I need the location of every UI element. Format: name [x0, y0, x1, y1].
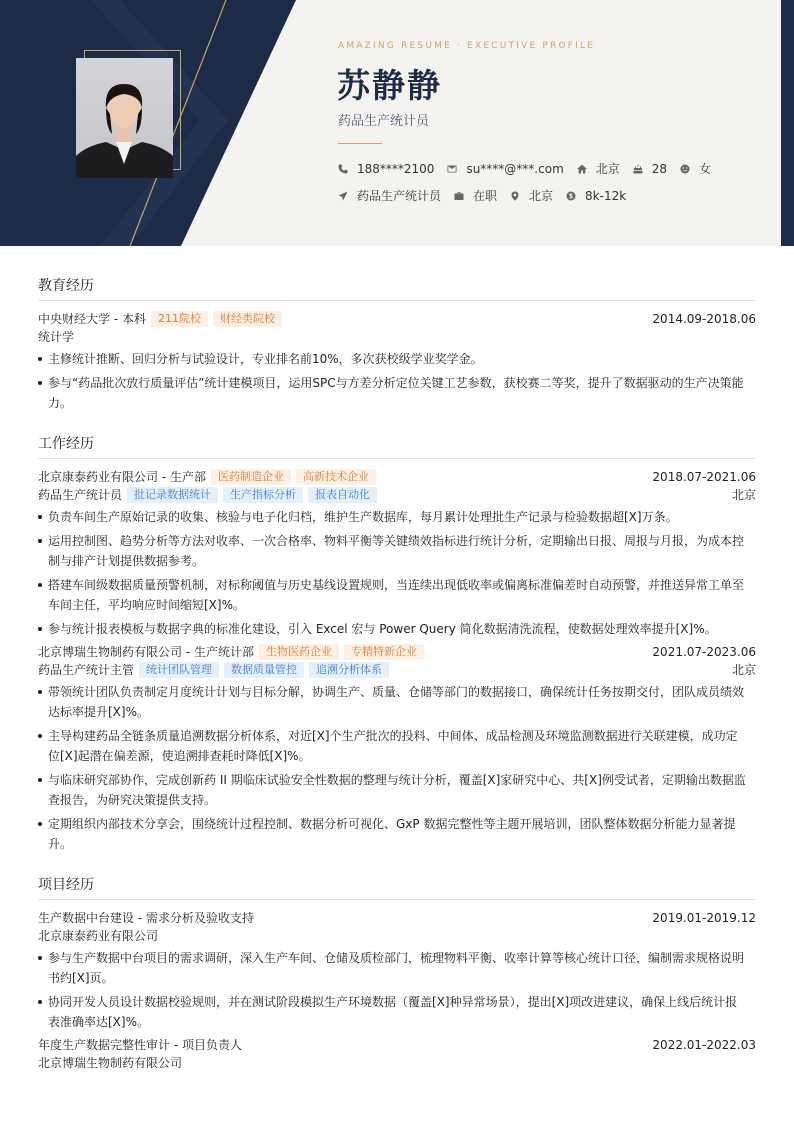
- projects-section: [38, 874, 756, 1072]
- education-bullets: [38, 349, 756, 413]
- job-city: 北京: [731, 663, 756, 677]
- skill-tag: 批记录数据统计: [127, 487, 218, 503]
- education-header-row: [38, 310, 756, 328]
- age-item: [633, 162, 667, 176]
- project-name: 生产数据中台建设 - 需求分析及验收支持: [38, 911, 254, 925]
- resume-header: [0, 0, 794, 246]
- education-title: 教育经历: [38, 275, 756, 301]
- job-city: 北京: [731, 488, 756, 502]
- project-header-row: [38, 1036, 756, 1054]
- job-company-row: [38, 643, 756, 661]
- list-item: 参与“药品批次放行质量评估”统计建模项目，运用SPC与方差分析定位关键工艺参数，获校赛二等奖，提升了数据驱动的生产决策能力。: [38, 373, 756, 413]
- list-item: 带领统计团队负责制定月度统计计划与目标分解，协调生产、质量、仓储等部门的数据接口，确保统计任务按期交付，团队成员绩效达标率提升[X]%。: [38, 682, 756, 722]
- position-name: 药品生产统计员: [38, 488, 123, 502]
- salary-text: 8k-12k: [585, 188, 627, 203]
- status-item: [454, 187, 497, 204]
- gold-divider: [338, 143, 382, 144]
- projects-title: 项目经历: [38, 874, 756, 900]
- job-date: 2021.07-2023.06: [652, 645, 756, 659]
- job-date: 2018.07-2021.06: [652, 470, 756, 484]
- project-header-row: [38, 909, 756, 927]
- intent-city-text: 北京: [529, 189, 554, 203]
- major: 统计学: [38, 330, 75, 344]
- company-name: 北京康泰药业有限公司 - 生产部: [38, 470, 206, 484]
- phone-text: 188****2100: [357, 161, 435, 176]
- city-item: [577, 160, 620, 177]
- salary-icon: [566, 191, 576, 201]
- project-date: 2019.01-2019.12: [652, 911, 756, 925]
- header-tagline: AMAZING RESUME · EXECUTIVE PROFILE: [338, 41, 596, 51]
- candidate-name: 苏静静: [337, 66, 442, 105]
- list-item: 参与生产数据中台项目的需求调研，深入生产车间、仓储及质检部门，梳理物料平衡、收率计算等核心统计口径，编制需求规格说明书约[X]页。: [38, 948, 756, 988]
- work-title: 工作经历: [38, 433, 756, 459]
- job-intent-row: [338, 187, 639, 204]
- skill-tag: 报表自动化: [308, 487, 377, 503]
- job-entry: [38, 643, 756, 854]
- project-entry: [38, 909, 756, 1032]
- resume-body: [38, 275, 756, 1092]
- send-icon: [338, 191, 348, 201]
- education-date: 2014.09-2018.06: [652, 312, 756, 326]
- project-entry: [38, 1036, 756, 1072]
- skill-tag: 数据质量管控: [224, 662, 304, 678]
- company-tag: 医药制造企业: [211, 469, 291, 485]
- gender-item: [680, 160, 711, 177]
- gender-text: 女: [699, 162, 712, 176]
- job-bullets: [38, 507, 756, 639]
- contact-row: [338, 160, 724, 177]
- phone-icon: [338, 164, 348, 174]
- smile-icon: [680, 164, 690, 174]
- intent-role-item: [338, 187, 441, 204]
- work-section: [38, 433, 756, 854]
- intent-city-item: [510, 187, 553, 204]
- location-icon: [510, 191, 520, 201]
- job-company-row: [38, 468, 756, 486]
- email-text: su****@***.com: [466, 161, 564, 176]
- company-tag: 专精特新企业: [344, 644, 424, 660]
- job-bullets: [38, 682, 756, 854]
- job-position-row: [38, 486, 756, 504]
- list-item: 协同开发人员设计数据校验规则，并在测试阶段模拟生产环境数据（覆盖[X]种异常场景），提出[X]项改进建议，确保上线后统计报表准确率达[X]%。: [38, 992, 756, 1032]
- phone-item: [338, 162, 434, 176]
- header-right-strip: [781, 0, 794, 246]
- list-item: 主修统计推断、回归分析与试验设计，专业排名前10%，多次获校级学业奖学金。: [38, 349, 756, 369]
- intent-role-text: 药品生产统计员: [357, 189, 442, 203]
- job-entry: [38, 468, 756, 639]
- project-company: 北京康泰药业有限公司: [38, 929, 159, 943]
- skill-tag: 追溯分析体系: [309, 662, 389, 678]
- company-tag: 高新技术企业: [296, 469, 376, 485]
- skill-tag: 统计团队管理: [139, 662, 219, 678]
- mail-icon: [447, 164, 457, 174]
- email-item: [447, 162, 563, 176]
- status-text: 在职: [473, 189, 498, 203]
- list-item: 参与统计报表模板与数据字典的标准化建设，引入 Excel 宏与 Power Query 简化数据清洗流程，使数据处理效率提升[X]%。: [38, 619, 756, 639]
- project-date: 2022.01-2022.03: [652, 1038, 756, 1052]
- company-name: 北京博瑞生物制药有限公司 - 生产统计部: [38, 645, 254, 659]
- education-section: [38, 275, 756, 413]
- list-item: 搭建车间级数据质量预警机制，对标称阈值与历史基线设置规则，当连续出现低收率或偏离标准偏差时自动预警，并推送异常工单至车间主任，平均响应时间缩短[X]%。: [38, 575, 756, 615]
- city-text: 北京: [595, 162, 620, 176]
- project-company: 北京博瑞生物制药有限公司: [38, 1056, 183, 1070]
- list-item: 负责车间生产原始记录的收集、核验与电子化归档，维护生产数据库，每月累计处理批生产记录与检验数据超[X]万条。: [38, 507, 756, 527]
- briefcase-icon: [454, 191, 464, 201]
- list-item: 定期组织内部技术分享会，围绕统计过程控制、数据分析可视化、GxP 数据完整性等主题开展培训，团队整体数据分析能力显著提升。: [38, 814, 756, 854]
- job-position-row: [38, 661, 756, 679]
- home-icon: [577, 164, 587, 174]
- school-tag: 211院校: [151, 311, 208, 327]
- avatar: [76, 58, 173, 178]
- list-item: 运用控制图、趋势分析等方法对收率、一次合格率、物料平衡等关键绩效指标进行统计分析，定期输出日报、周报与月报，为成本控制与排产计划提供数据参考。: [38, 531, 756, 571]
- age-text: 28: [651, 161, 668, 176]
- company-tag: 生物医药企业: [259, 644, 339, 660]
- cake-icon: [633, 164, 643, 174]
- list-item: 与临床研究部协作，完成创新药 II 期临床试验安全性数据的整理与统计分析，覆盖[X]家研究中心、共[X]例受试者，定期输出数据监查报告，为研究决策提供支持。: [38, 770, 756, 810]
- project-bullets: [38, 948, 756, 1032]
- salary-item: [566, 189, 626, 203]
- school-tag: 财经类院校: [213, 311, 282, 327]
- skill-tag: 生产指标分析: [223, 487, 303, 503]
- project-name: 年度生产数据完整性审计 - 项目负责人: [38, 1038, 242, 1052]
- position-name: 药品生产统计主管: [38, 663, 135, 677]
- candidate-role: 药品生产统计员: [338, 114, 430, 129]
- school-name: 中央财经大学 - 本科: [38, 312, 146, 326]
- list-item: 主导构建药品全链条质量追溯数据分析体系，对近[X]个生产批次的投料、中间体、成品检测及环境监测数据进行关联建模，成功定位[X]起潜在偏差源，使追溯排查耗时降低[X]%。: [38, 726, 756, 766]
